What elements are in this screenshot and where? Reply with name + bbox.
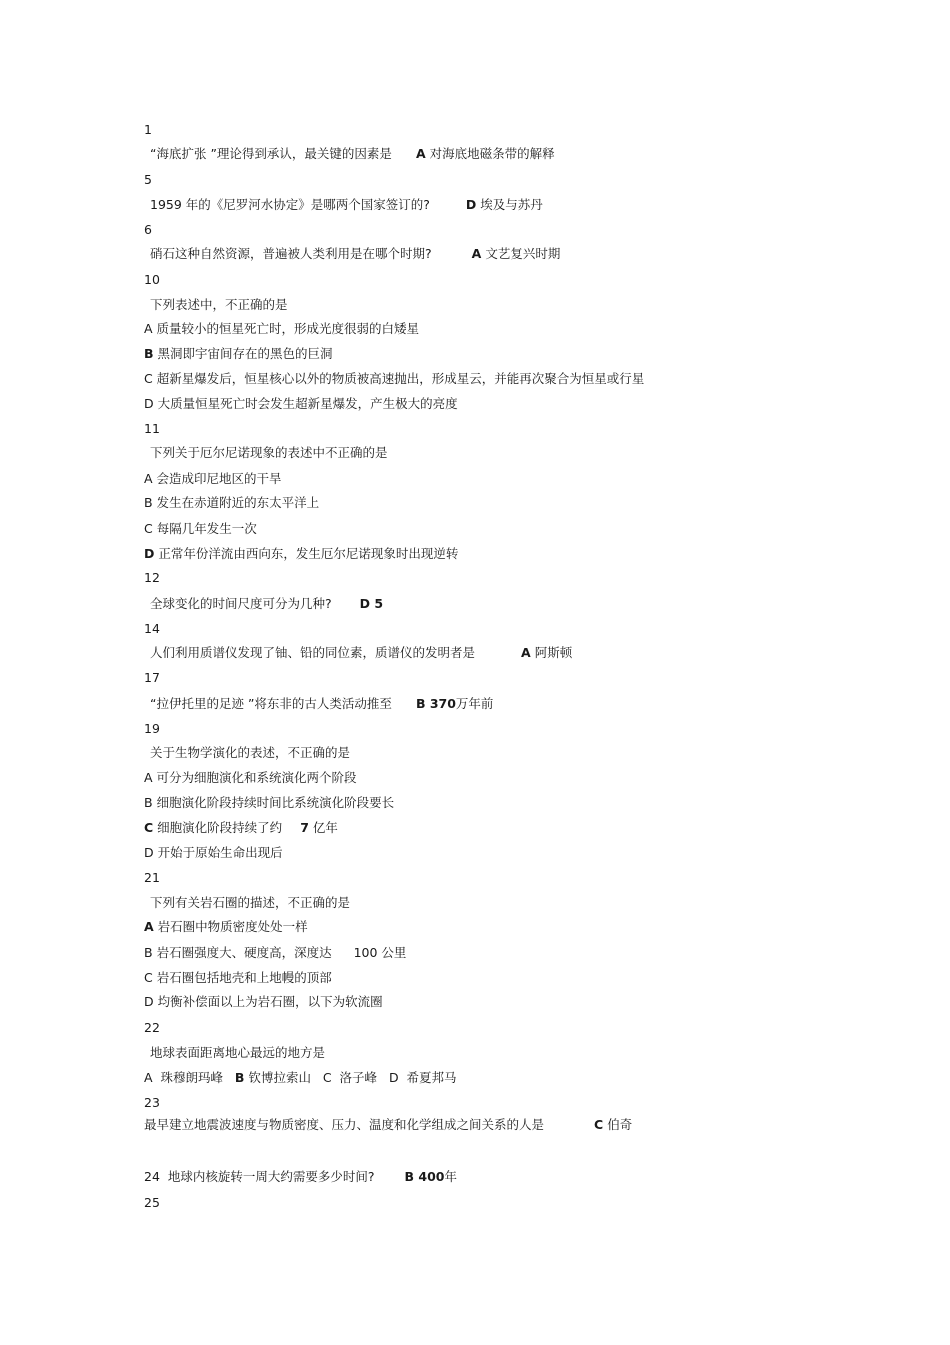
question-line: 硝石这种自然资源，普遍被人类利用是在哪个时期? A 文艺复兴时期 — [150, 246, 561, 261]
answer-key: A — [415, 146, 426, 161]
option-line: C 岩石圈包括地壳和上地幔的顶部 — [144, 970, 332, 985]
answer-text: 伯奇 — [607, 1117, 633, 1132]
question-number: 10 — [144, 272, 160, 287]
option-line: D 开始于原始生命出现后 — [144, 845, 283, 860]
question-line: 全球变化的时间尺度可分为几种? D 5 — [150, 596, 384, 611]
option-line: C 细胞演化阶段持续了约 7 亿年 — [144, 820, 338, 835]
question-line: “拉伊托里的足迹 ”将东非的古人类活动推至 B 370万年前 — [150, 696, 494, 711]
question-line: “海底扩张 ”理论得到承认，最关键的因素是 A 对海底地磁条带的解释 — [150, 146, 555, 161]
answer-key: C — [594, 1117, 604, 1132]
answer-text: 文艺复兴时期 — [485, 246, 561, 261]
answer-key: D 5 — [359, 596, 384, 611]
option-line: B 岩石圈强度大、硬度高，深度达 100 公里 — [144, 945, 407, 960]
answer-key: B 400 — [404, 1169, 445, 1184]
option-line: A 质量较小的恒星死亡时，形成光度很弱的白矮星 — [144, 321, 420, 336]
option-line: C 每隔几年发生一次 — [144, 521, 257, 536]
question-number: 25 — [144, 1195, 160, 1210]
option-line: D 均衡补偿面以上为岩石圈，以下为软流圈 — [144, 994, 383, 1009]
answer-text: 对海底地磁条带的解释 — [429, 146, 555, 161]
option-line: A 可分为细胞演化和系统演化两个阶段 — [144, 770, 357, 785]
question-line: 下列有关岩石圈的描述，不正确的是 — [150, 895, 351, 910]
option-line: A 会造成印尼地区的干旱 — [144, 471, 282, 486]
option-line: D 正常年份洋流由西向东，发生厄尔尼诺现象时出现逆转 — [144, 546, 459, 561]
question-line: 关于生物学演化的表述，不正确的是 — [150, 745, 351, 760]
question-number: 6 — [144, 222, 152, 237]
question-line: 下列关于厄尔尼诺现象的表述中不正确的是 — [150, 445, 388, 460]
answer-text: 阿斯顿 — [534, 645, 573, 660]
question-line: 1959 年的《尼罗河水协定》是哪两个国家签订的? D 埃及与苏丹 — [150, 197, 543, 212]
option-line: D 大质量恒星死亡时会发生超新星爆发，产生极大的亮度 — [144, 396, 458, 411]
question-line: 人们利用质谱仪发现了铀、铅的同位素，质谱仪的发明者是 A 阿斯顿 — [150, 645, 573, 660]
answer-key: D — [465, 197, 477, 212]
question-line: 最早建立地震波速度与物质密度、压力、温度和化学组成之间关系的人是 C 伯奇 — [144, 1117, 633, 1132]
question-number: 11 — [144, 421, 160, 436]
option-line: B 黑洞即宇宙间存在的黑色的巨洞 — [144, 346, 333, 361]
question-number: 12 — [144, 570, 160, 585]
question-number: 1 — [144, 122, 152, 137]
answer-text: 年 — [444, 1169, 457, 1184]
question-line: 下列表述中，不正确的是 — [150, 297, 288, 312]
answer-text: 埃及与苏丹 — [480, 197, 543, 212]
question-number: 21 — [144, 870, 160, 885]
question-number: 5 — [144, 172, 152, 187]
question-number: 19 — [144, 721, 160, 736]
question-number: 22 — [144, 1020, 160, 1035]
question-number: 14 — [144, 621, 160, 636]
answer-text: 万年前 — [455, 696, 494, 711]
answer-key: B 370 — [415, 696, 456, 711]
option-line: B 细胞演化阶段持续时间比系统演化阶段要长 — [144, 795, 395, 810]
question-line: 24 地球内核旋转一周大约需要多少时间? B 400年 — [144, 1169, 457, 1184]
option-line: C 超新星爆发后，恒星核心以外的物质被高速抛出，形成星云，并能再次聚合为恒星或行星 — [144, 371, 645, 386]
question-number: 23 — [144, 1095, 160, 1110]
option-line: A 岩石圈中物质密度处处一样 — [144, 919, 308, 934]
option-line: A 珠穆朗玛峰 B 钦博拉索山 C 洛子峰 D 希夏邦马 — [144, 1070, 457, 1085]
answer-key: A — [521, 645, 531, 660]
answer-key: A — [471, 246, 482, 261]
question-number: 17 — [144, 670, 160, 685]
question-line: 地球表面距离地心最远的地方是 — [150, 1045, 326, 1060]
option-line: B 发生在赤道附近的东太平洋上 — [144, 495, 320, 510]
